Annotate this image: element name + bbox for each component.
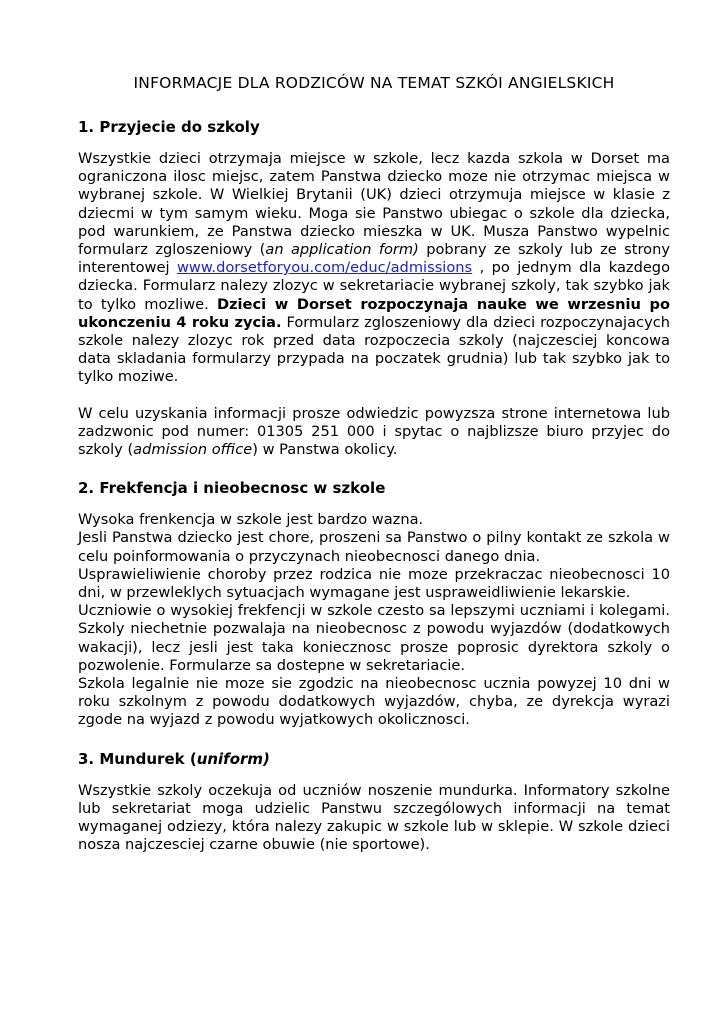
admission-text-italic: an application form) [265, 241, 419, 259]
uniform-paragraph-1: Wszystkie szkoly oczekuja od uczniów noszenie mundurka. Informatory szkolne lub sekretariat moga udzielic Panstwu szczególowych informacji na temat wymaganej odziezy, która nalezy zakupic w szkole lub w sklepie. W szkole dzieci nosza najczesciej czarne obuwie (nie sportowe). [78, 781, 670, 854]
admission-text-d: Formularz zgloszeniowy dla dzieci rozpoczynajacych szkole nalezy zlozyc rok przed data rozpoczecia szkoly (najczesciej koncowa data skladania formularzy przypada na poczatek grudnia) lub tak szybko jak to tylko moziwe. [78, 313, 670, 386]
attendance-line-1: Wysoka frenkencja w szkole jest bardzo wazna. [78, 511, 424, 529]
admission-paragraph-1 [78, 150, 670, 387]
attendance-paragraph-3: Uczniowie o wysokiej frekfencji w szkole czesto sa lepszymi uczniami i kolegami. Szkoly niechetnie pozwalaja na nieobecnosc z powodu wyjazdów (dodatkowych wakacji), lecz jesli jest taka koniecznosc prosze poprosic dyrektora szkoly o pozwolenie. Formularze sa dostepne w sekretariacie. [78, 602, 670, 674]
admission-text-b: pobrany ze szkoly lub ze strony interentowej [78, 241, 670, 277]
admission-p2-text-a: W celu uzyskania informacji prosze odwiedzic powyzsza strone internetowa lub zadzwonic pod numer: 01305 251 000 i spytac o najblizsze biuro przyjec do szkoly ( [78, 404, 670, 459]
admissions-website-link[interactable]: www.dorsetforyou.com/educ/admissions [176, 259, 473, 277]
document-page [78, 70, 670, 855]
section-heading-uniform [78, 748, 670, 770]
admission-text-c: , po jednym dla kazdego dziecka. Formularz nalezy zlozyc w sekretariacie wybranej szkoly, tak szybko jak to tylko mozliwe. [78, 259, 671, 313]
attendance-paragraph-2: Usprawieliwienie choroby przez rodzica nie moze przekraczac nieobecnosci 10 dni, w przewleklych sytuacjach wymagane jest uspraweidliwienie lekarskie. [78, 565, 670, 602]
attendance-paragraph-1: Jesli Panstwa dziecko jest chore, proszeni sa Panstwo o pilny kontakt ze szkola w celu poinformowania o przyczynach nieobecnosci danego dnia. [78, 529, 670, 565]
admission-p2-italic: admission office [133, 441, 253, 459]
uniform-heading-italic: uniform) [196, 749, 270, 768]
uniform-heading-text: 3. Mundurek ( [78, 749, 197, 768]
admission-p2-text-b: ) w Panstwa okolicy. [252, 441, 398, 459]
admission-paragraph-2 [78, 405, 670, 460]
section-heading-admission: 1. Przyjecie do szkoly [78, 118, 260, 136]
section-heading-attendance: 2. Frekfencja i nieobecnosc w szkole [78, 479, 386, 498]
spacer [78, 730, 670, 748]
document-title: INFORMACJE DLA RODZICÓW NA TEMAT SZKÓI ANGIELSKICH [133, 74, 615, 92]
attendance-paragraph-4: Szkola legalnie nie moze sie zgodzic na nieobecnosc ucznia powyzej 10 dni w roku szkolnym z powodu dodatkowych wyjazdów, chyba, ze dyrekcja wyrazi zgode na wyjazd z powodu wyjatkowych okolicznosci. [78, 675, 670, 729]
admission-text-a: Wszystkie dzieci otrzymaja miejsce w szkole, lecz kazda szkola w Dorset ma ograniczona ilosc miejsc, zatem Panstwa dziecko moze nie otrzymac miejsca w wybranej szkole. W Wielkiej Brytanii (UK) dzieci otrzymuja miejsce w klasie z dziecmi w tym samym wieku. Moga sie Panstwo ubiegac o szkole dla dziecka, pod warunkiem, ze Panstwa dziecko mieszka w UK. Musza Panstwo wypelnic formularz zgloszeniowy ( [78, 150, 670, 259]
spacer [78, 459, 670, 477]
spacer [78, 387, 670, 405]
admission-text-bold: Dzieci w Dorset rozpoczynaja nauke we wrzesniu po ukonczeniu 4 roku zycia. [78, 295, 670, 331]
